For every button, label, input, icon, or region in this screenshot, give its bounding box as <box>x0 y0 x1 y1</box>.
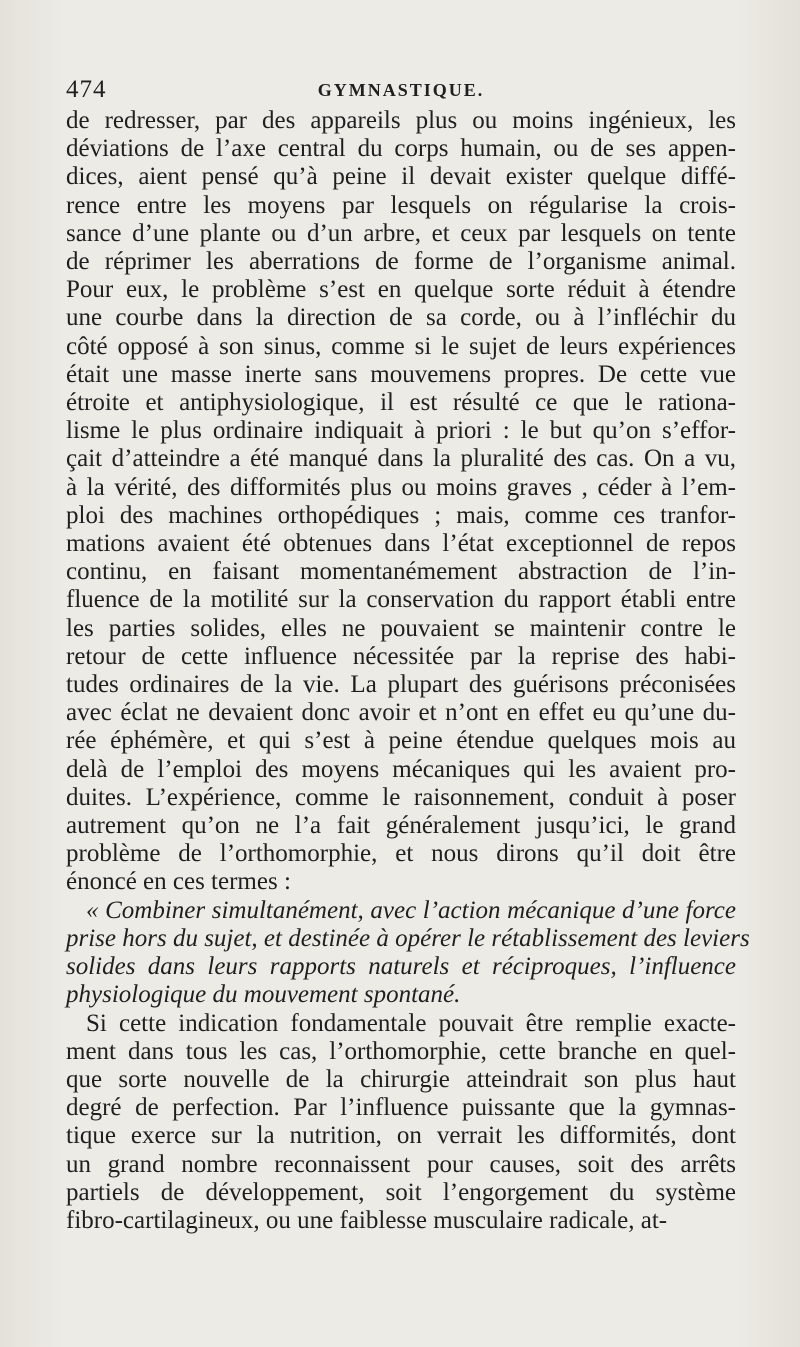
text-line: à la vérité, des difformités plus ou moins graves , céder à l’em- <box>66 473 736 501</box>
text-line: lisme le plus ordinaire indiquait à priori : le but qu’on s’effor- <box>66 417 736 445</box>
text-line: sance d’une plante ou d’un arbre, et ceux par lesquels on tente <box>66 219 736 247</box>
text-line: rée éphémère, et qui s’est à peine étendue quelques mois au <box>66 727 736 755</box>
text-line: était une masse inerte sans mouvemens propres. De cette vue <box>66 360 736 388</box>
text-line: prise hors du sujet, et destinée à opérer le rétablissement des leviers <box>66 924 750 952</box>
text-line: mations avaient été obtenues dans l’état exceptionnel de repos <box>66 530 736 558</box>
page-body <box>66 107 750 1235</box>
text-line: fluence de la motilité sur la conservation du rapport établi entre <box>66 586 736 614</box>
page-header <box>66 72 736 106</box>
text-line: rence entre les moyens par lesquels on régularise la crois- <box>66 191 736 219</box>
text-line: duites. L’expérience, comme le raisonnement, conduit à poser <box>66 783 736 811</box>
text-line: retour de cette influence nécessitée par la reprise des habi- <box>66 642 736 670</box>
block-quote <box>66 896 750 1010</box>
text-line: delà de l’emploi des moyens mécaniques qui les avaient pro- <box>66 755 736 783</box>
text-line: tique exerce sur la nutrition, on verrait les difformités, dont <box>66 1122 736 1150</box>
text-line: Pour eux, le problème s’est en quelque sorte réduit à étendre <box>66 276 736 304</box>
text-line: de redresser, par des appareils plus ou moins ingénieux, les <box>66 107 736 134</box>
text-line: fibro-cartilagineux, ou une faiblesse musculaire radicale, at- <box>66 1206 668 1234</box>
text-line: déviations de l’axe central du corps humain, ou de ses appen- <box>66 135 736 163</box>
text-line: tudes ordinaires de la vie. La plupart des guérisons préconisées <box>66 671 736 699</box>
text-line: autrement qu’on ne l’a fait généralement jusqu’ici, le grand <box>66 812 736 840</box>
text-line: problème de l’orthomorphie, et nous dirons qu’il doit être <box>66 840 736 868</box>
text-line: continu, en faisant momentanémement abstraction de l’in- <box>66 558 736 586</box>
text-line: que sorte nouvelle de la chirurgie atteindrait son plus haut <box>66 1065 736 1093</box>
text-line: Si cette indication fondamentale pouvait être remplie exacte- <box>86 1009 736 1037</box>
text-line: de réprimer les aberrations de forme de l’organisme animal. <box>66 248 736 276</box>
text-line: ment dans tous les cas, l’orthomorphie, cette branche en quel- <box>66 1037 736 1065</box>
text-line: ploi des machines orthopédiques ; mais, comme ces tranfor- <box>66 501 736 529</box>
text-line: les parties solides, elles ne pouvaient se maintenir contre le <box>66 614 736 642</box>
text-line: solides dans leurs rapports naturels et réciproques, l’influence <box>66 953 736 981</box>
text-line: dices, aient pensé qu’à peine il devait exister quelque diffé- <box>66 163 736 191</box>
text-line: çait d’atteindre a été manqué dans la pluralité des cas. On a vu, <box>66 445 736 473</box>
running-title: GYMNASTIQUE. <box>317 80 485 100</box>
page-number: 474 <box>66 76 107 103</box>
paragraph-1 <box>66 107 736 897</box>
text-line: étroite et antiphysiologique, il est résulté ce que le rationa- <box>66 389 736 417</box>
text-line: physiologique du mouvement spontané. <box>66 981 461 1009</box>
text-line: côté opposé à son sinus, comme si le sujet de leurs expériences <box>66 332 736 360</box>
paragraph-2 <box>66 1010 736 1236</box>
text-line: un grand nombre reconnaissent pour causes, soit des arrêts <box>66 1150 736 1178</box>
text-line: une courbe dans la direction de sa corde, ou à l’infléchir du <box>66 304 736 332</box>
text-line: « Combiner simultanément, avec l’action mécanique d’une force <box>86 896 736 924</box>
text-line: avec éclat ne devaient donc avoir et n’ont en effet eu qu’une du- <box>66 699 736 727</box>
text-line: énoncé en ces termes : <box>66 868 291 896</box>
text-line: partiels de développement, soit l’engorgement du système <box>66 1178 736 1206</box>
text-line: degré de perfection. Par l’influence puissante que la gymnas- <box>66 1094 736 1122</box>
